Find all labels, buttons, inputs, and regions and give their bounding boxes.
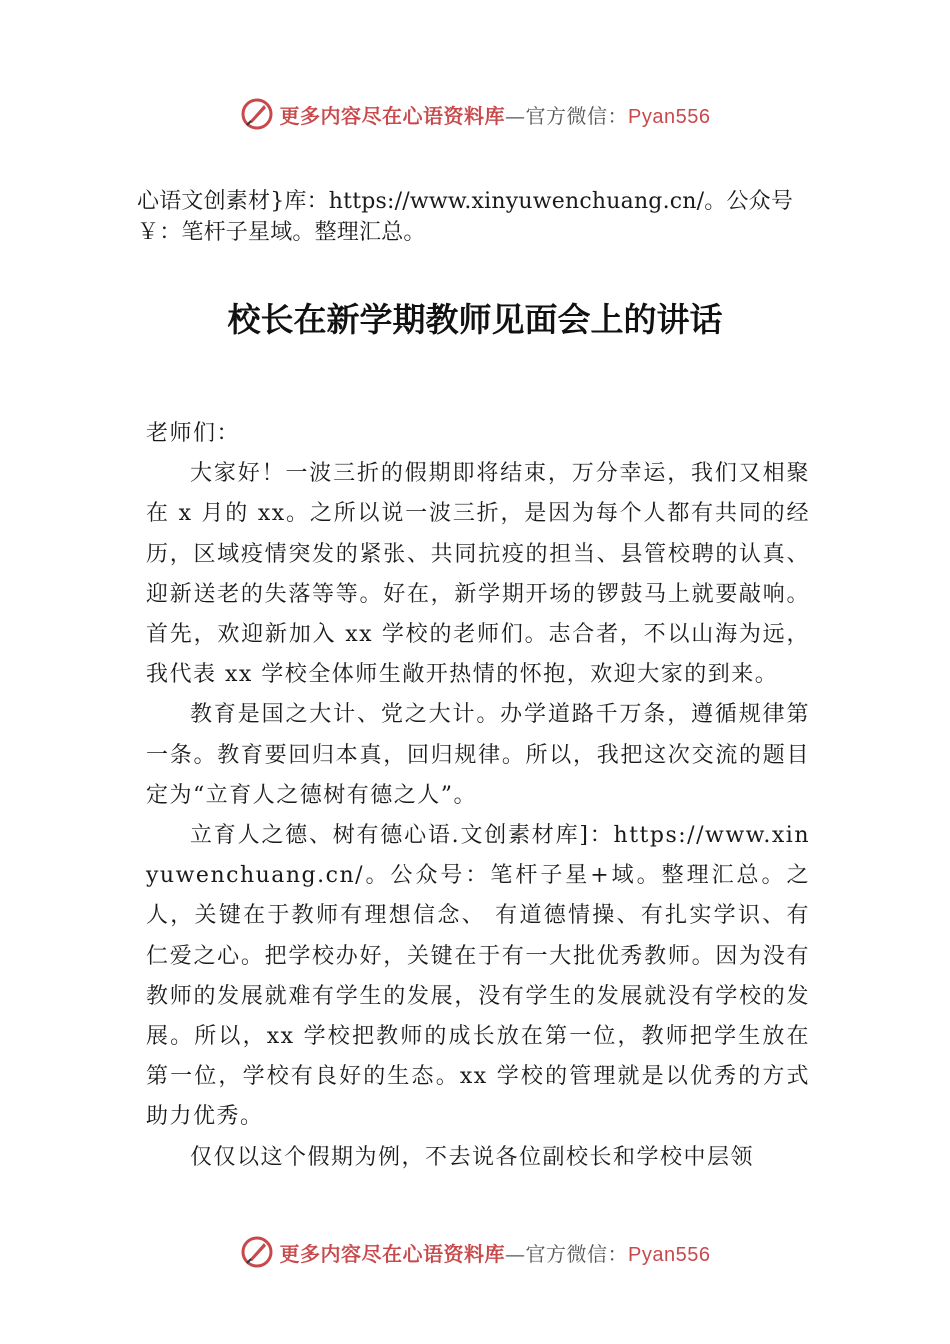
salutation: 老师们：: [146, 421, 241, 446]
footer-watermark: [0, 1232, 950, 1272]
watermark-account: Pyan556: [628, 105, 711, 128]
document-body: [146, 414, 810, 1178]
promo-text: 心语文创素材}库：https://www.xinyuwenchuang.cn/。公众号￥：笔杆子星域。整理汇总。: [137, 189, 794, 245]
body-paragraph: 立育人之德、树有德心语.文创素材库]：https://www.xinyuwenchuang.cn/。公众号：笔杆子星+域。整理汇总。之人，关键在于教师有理想信念、 有道德情操、有扎实学识、有仁爱之心。把学校办好，关键在于有一大批优秀教师。因为没有教师的发展就难有学生的发展，没有学生的发展就没有学校的发展。所以，xx 学校把教师的成长放在第一位，教师把学生放在第一位，学校有良好的生态。xx 学校的管理就是以优秀的方式助力优秀。: [146, 823, 810, 1130]
watermark-account: Pyan556: [628, 1243, 711, 1266]
watermark-text: [280, 1238, 711, 1267]
quill-logo-icon: [240, 97, 274, 131]
watermark-wechat-label: 官方微信：: [525, 103, 629, 128]
header-watermark: [0, 94, 950, 134]
watermark-text: [280, 100, 711, 129]
body-paragraph: 仅仅以这个假期为例，不去说各位副校长和学校中层领: [190, 1144, 755, 1170]
watermark-dash: —: [505, 103, 526, 128]
body-paragraph: 大家好！一波三折的假期即将结束，万分幸运，我们又相聚在 x 月的 xx。之所以说一波三折，是因为每个人都有共同的经历，区域疫情突发的紧张、共同抗疫的担当、县管校聘的认真、迎新送老的失落等等。好在，新学期开场的锣鼓马上就要敲响。首先，欢迎新加入 xx 学校的老师们。志合者，不以山海为远，我代表 xx 学校全体师生敞开热情的怀抱，欢迎大家的到来。: [146, 461, 810, 688]
quill-logo-icon: [240, 1235, 274, 1269]
watermark-site: 更多内容尽在心语资料库: [279, 103, 506, 128]
watermark-wechat-label: 官方微信：: [525, 1241, 629, 1266]
body-paragraph: 教育是国之大计、党之大计。办学道路千万条，遵循规律第一条。教育要回归本真，回归规律。所以，我把这次交流的题目定为“立育人之德树有德之人”。: [146, 702, 810, 808]
document-title: 校长在新学期教师见面会上的讲话: [227, 300, 723, 339]
watermark-site: 更多内容尽在心语资料库: [279, 1241, 506, 1266]
watermark-dash: —: [505, 1241, 526, 1266]
